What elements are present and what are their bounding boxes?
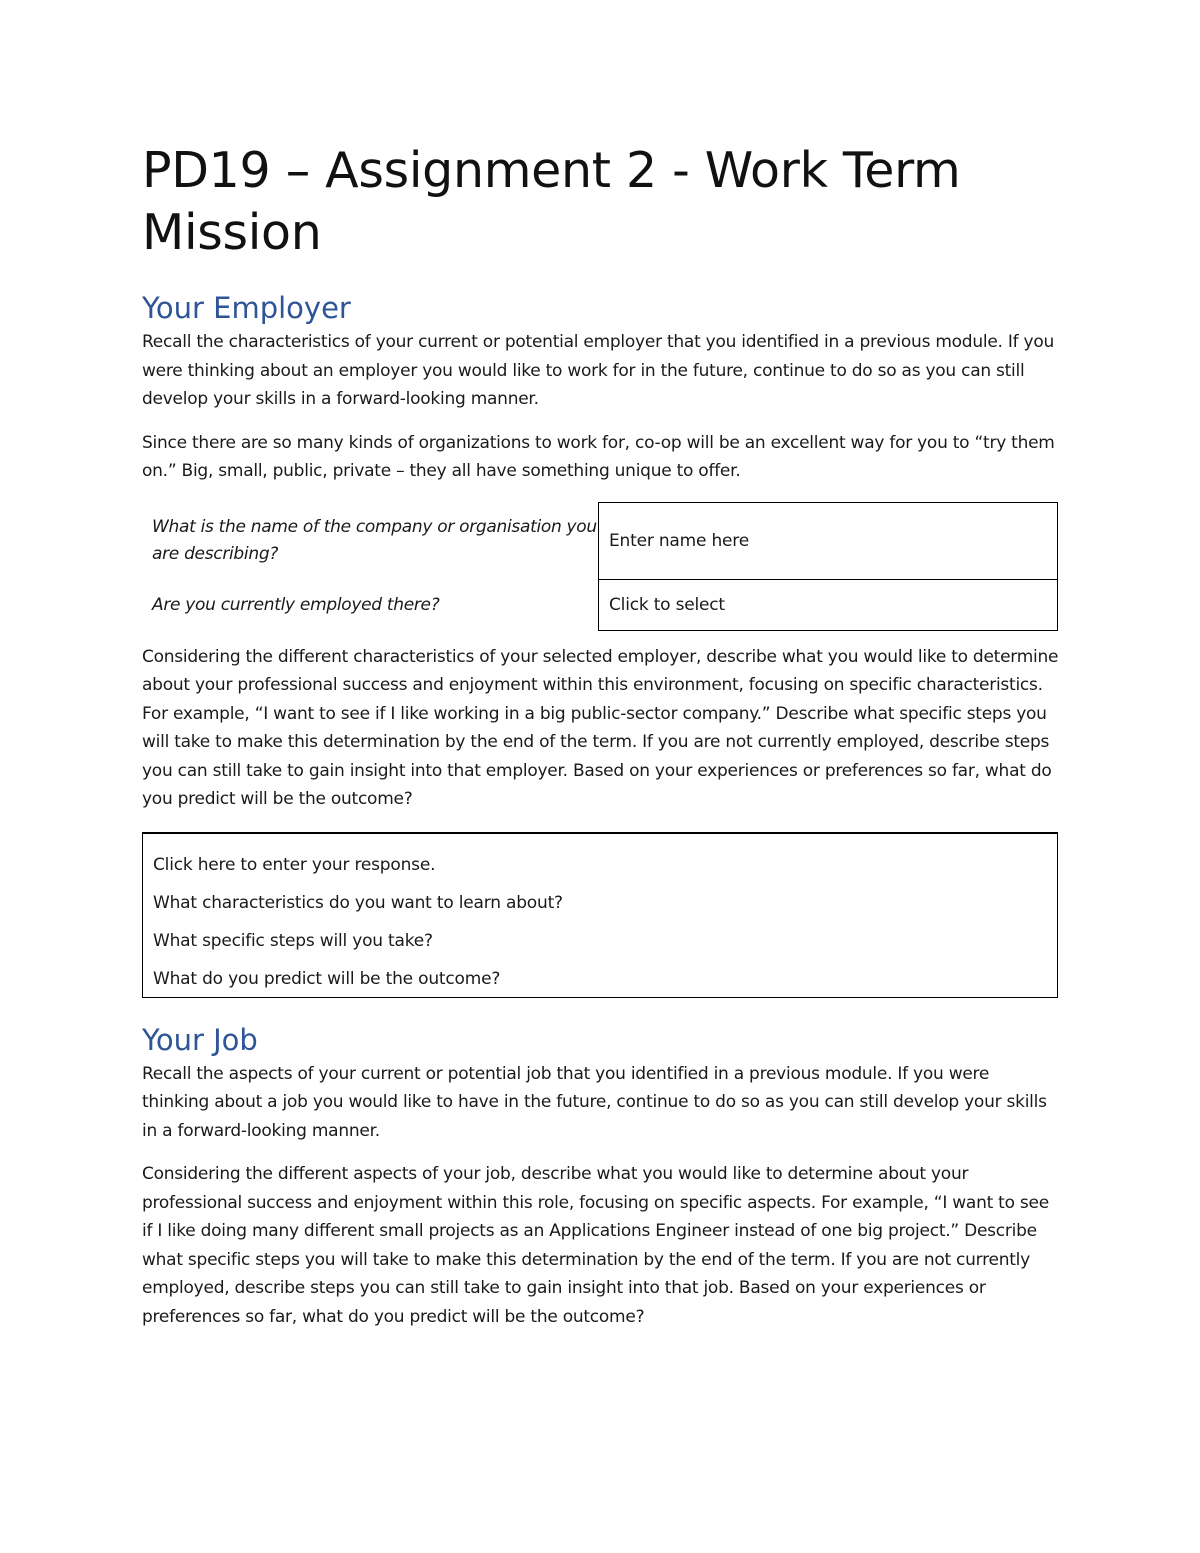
response-hint-characteristics: What characteristics do you want to learn about? — [153, 892, 563, 913]
employment-status-question: Are you currently employed there? — [152, 594, 440, 615]
section-heading-job: Your Job — [142, 1022, 258, 1057]
response-hint-outcome: What do you predict will be the outcome? — [153, 968, 501, 989]
employer-intro-paragraph: Recall the characteristics of your current or potential employer that you identified in a previous module. If you were thinking about an employer you would like to work for in the future, continue to do so as you can still develop your skills in a forward-looking manner. — [142, 332, 1054, 409]
company-name-field[interactable]: Enter name here — [598, 502, 1058, 580]
employment-status-select[interactable]: Click to select — [598, 580, 1058, 631]
document-page — [142, 140, 1060, 1331]
response-hint-steps: What specific steps will you take? — [153, 930, 433, 951]
job-intro-paragraph: Recall the aspects of your current or potential job that you identified in a previous module. If you were thinking about a job you would like to have in the future, continue to do so as you can still develop your skills in a forward-looking manner. — [142, 1063, 1047, 1141]
job-prompt-paragraph: Considering the different aspects of your job, describe what you would like to determine about your professional success and enjoyment within this role, focusing on specific aspects. For example, “I want to see if I like doing many different small projects as an Applications Engineer instead of one big project.” Describe what specific steps you will take to make this determination by the end of the term. If you are not currently employed, describe steps you can still take to gain insight into that job. Based on your experiences or preferences so far, what do you predict will be the outcome? — [142, 1164, 1049, 1327]
employer-response-box[interactable] — [142, 832, 1058, 998]
document-title: PD19 – Assignment 2 - Work Term Mission — [142, 142, 961, 261]
employer-prompt-paragraph: Considering the different characteristics of your selected employer, describe what you would like to determine about your professional success and enjoyment within this environment, focusing on specific characteristics. For example, “I want to see if I like working in a big public-sector company.” Describe what specific steps you will take to make this determination by the end of the term. If you are not currently employed, describe steps you can still take to gain insight into that employer. Based on your experiences or preferences so far, what do you predict will be the outcome? — [142, 646, 1059, 809]
company-name-question: What is the name of the company or organisation you are describing? — [152, 516, 597, 564]
employer-kinds-paragraph: Since there are so many kinds of organizations to work for, co-op will be an excellent way for you to “try them on.” Big, small, public, private – they all have something unique to offer. — [142, 432, 1055, 481]
section-heading-employer: Your Employer — [142, 291, 351, 325]
employer-question-table — [142, 502, 1060, 631]
response-placeholder: Click here to enter your response. — [153, 854, 436, 875]
